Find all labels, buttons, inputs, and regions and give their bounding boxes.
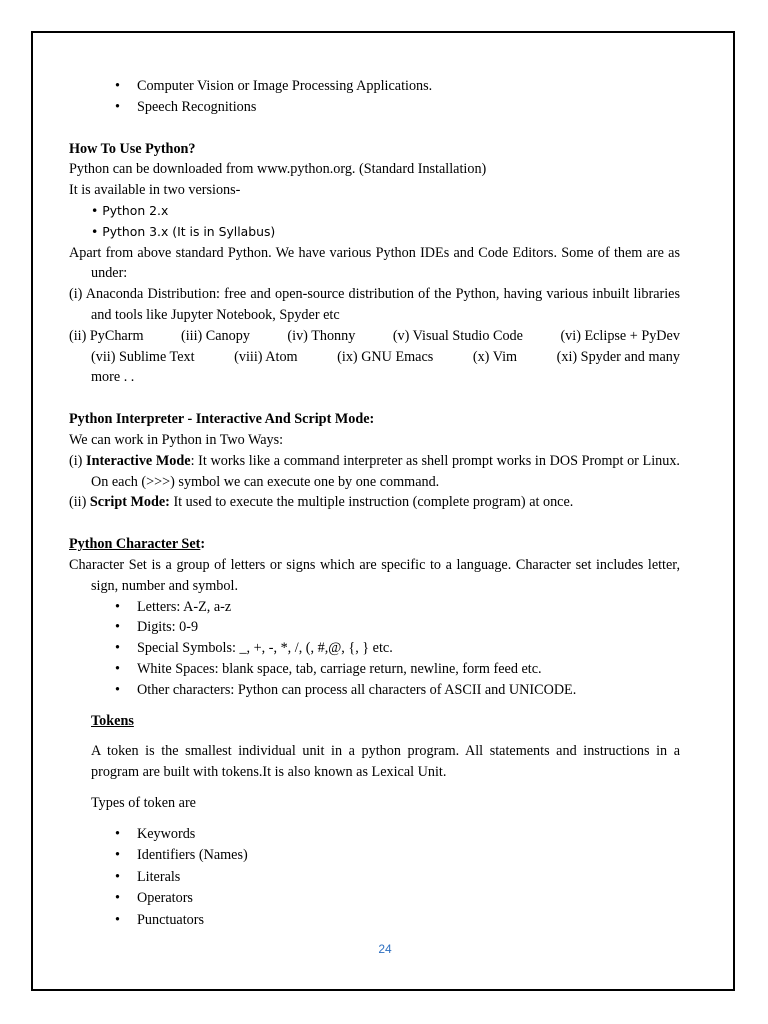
charset-heading [69,534,680,555]
tool-item: (iv) Thonny [287,327,356,344]
charset-heading-colon: : [200,536,206,553]
page-number: 24 [378,942,392,956]
list-item: • Identifiers (Names) [91,845,680,867]
interactive-mode-label: Interactive Mode [86,452,191,469]
how-to-use-heading: How To Use Python? [69,140,196,157]
list-item: • Punctuators [91,910,680,932]
interactive-mode-text: : It works like a command interpreter as shell prompt works in DOS Prompt or Linux. On each (>>>) symbol we can execute one by one command. [91,452,680,490]
top-bullet-list [69,76,680,118]
list-item: • Digits: 0-9 [69,617,680,638]
version-item: • Python 3.x (It is in Syllabus) [91,223,276,239]
tokens-heading: Tokens [91,712,134,729]
list-item: • Letters: A-Z, a-z [69,597,680,618]
tool-item: (v) Visual Studio Code [392,327,523,344]
tool-item: (iii) Canopy [180,327,250,344]
list-item: • Speech Recognitions [69,97,680,118]
anaconda-item: (i) Anaconda Distribution: free and open-source distribution of the Python, having various inbuilt libraries and tools like Jupyter Notebook, Spyder etc [69,286,680,323]
script-mode-label: Script Mode: [89,494,170,511]
download-line: Python can be downloaded from www.python.org. (Standard Installation) [69,161,487,178]
tool-item: (vii) Sublime Text [91,348,195,365]
tool-item: (x) Vim [472,348,518,365]
tool-item: (ii) PyCharm [69,327,144,344]
list-item: • Computer Vision or Image Processing Applications. [69,76,680,97]
tool-item: (xi) Spyder and many [556,348,680,365]
item-prefix: (i) [69,452,87,469]
document-page [31,31,735,991]
token-types-label: Types of token are [91,794,196,811]
token-types-list [91,824,680,932]
tool-item: (ix) GNU Emacs [337,348,434,365]
item-prefix: (ii) [69,494,90,511]
versions-intro: It is available in two versions- [69,182,241,199]
script-mode-text: It used to execute the multiple instruction (complete program) at once. [169,494,574,511]
list-item: • Literals [91,867,680,889]
tools-row-1 [69,326,680,347]
list-item: • Special Symbols: _, +, -, *, /, (, #,@, {, } etc. [69,638,680,659]
charset-list [69,597,680,701]
interpreter-intro: We can work in Python in Two Ways: [69,431,284,448]
list-item: • Other characters: Python can process all characters of ASCII and UNICODE. [69,680,680,701]
list-item: • Keywords [91,824,680,846]
tokens-description: A token is the smallest individual unit in a python program. All statements and instructions in a program are built with tokens.It is also known as Lexical Unit. [91,743,680,781]
tokens-section [69,711,680,932]
charset-heading-text: Python Character Set [69,536,201,553]
script-mode-item [69,492,680,513]
charset-description: Character Set is a group of letters or signs which are specific to a language. Character set includes letter, sign, number and symbol. [69,556,680,594]
tool-item: (vi) Eclipse + PyDev [560,327,680,344]
ide-intro: Apart from above standard Python. We have various Python IDEs and Code Editors. Some of them are as under: [69,244,680,282]
page-content [69,76,680,932]
version-item: • Python 2.x [91,202,169,218]
tool-item: (viii) Atom [234,348,298,365]
tools-more: more . . [91,369,135,386]
interpreter-heading: Python Interpreter - Interactive And Script Mode: [69,411,375,428]
list-item: • White Spaces: blank space, tab, carriage return, newline, form feed etc. [69,659,680,680]
tools-row-2 [69,347,680,368]
interactive-mode-item [69,451,680,493]
list-item: • Operators [91,888,680,910]
